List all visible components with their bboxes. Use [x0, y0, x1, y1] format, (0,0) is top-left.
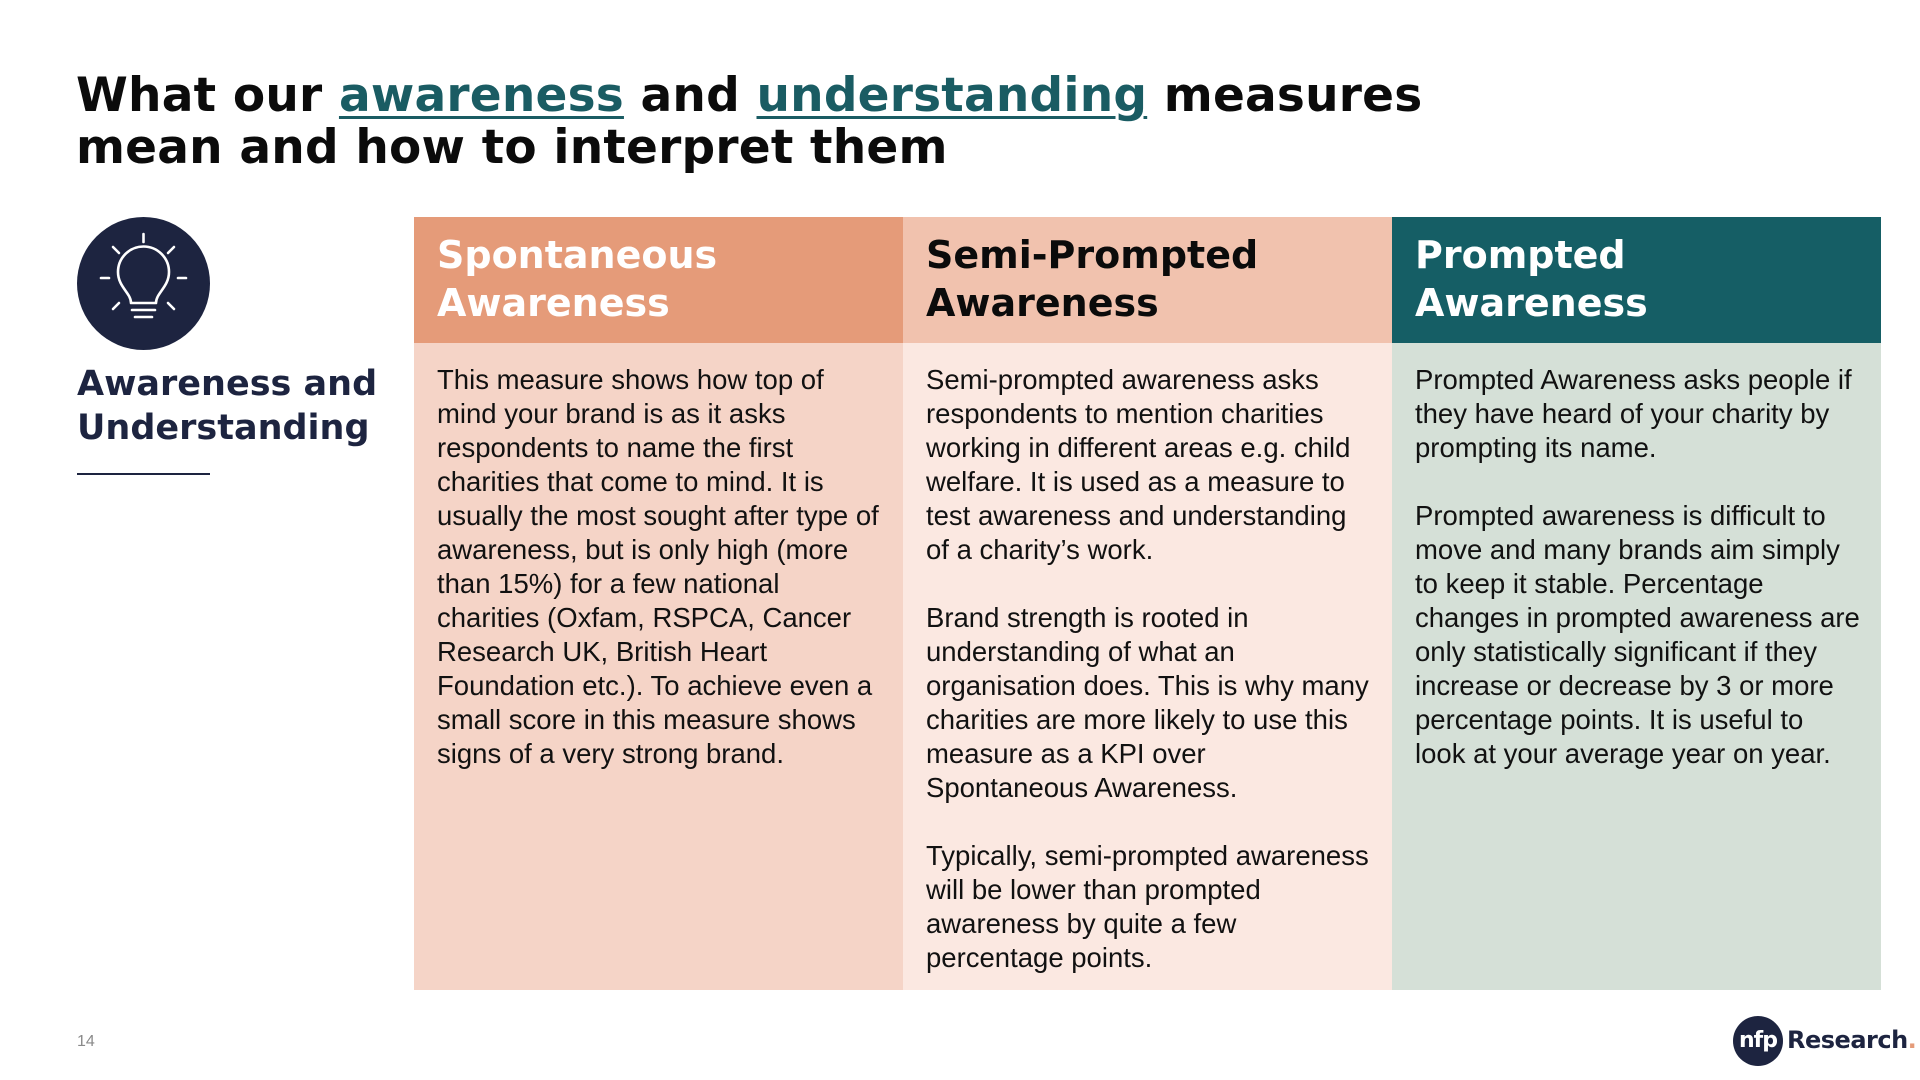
- sidebar-divider: [77, 473, 210, 475]
- logo-dot: .: [1907, 1026, 1917, 1054]
- column-paragraph: Semi-prompted awareness asks respondents to mention charities working in different areas e.g. child welfare. It is used as a measure to test awareness and understanding of a charity’s work.: [926, 364, 1351, 565]
- column-paragraph: This measure shows how top of mind your brand is as it asks respondents to name the first charities that come to mind. It is usually the most sought after type of awareness, but is only high (more than 15%) for a few national charities (Oxfam, RSPCA, Cancer Research UK, British Heart Foundation etc.). To achieve even a small score in this measure shows signs of a very strong brand.: [437, 364, 879, 769]
- title-text-3: measures mean and how to interpret them: [76, 68, 1423, 175]
- spontaneous-awareness-column: [414, 217, 903, 990]
- prompted-awareness-body: [1392, 343, 1881, 771]
- prompted-awareness-column: [1392, 217, 1881, 990]
- column-paragraph: Brand strength is rooted in understanding of what an organisation does. This is why many charities are more likely to use this measure as a KPI over Spontaneous Awareness.: [926, 602, 1369, 803]
- spontaneous-awareness-heading: Spontaneous Awareness: [414, 217, 903, 343]
- title-highlight-understanding: understanding: [756, 68, 1148, 123]
- page-title: [76, 70, 1576, 174]
- semi-prompted-awareness-heading: Semi-Prompted Awareness: [903, 217, 1392, 343]
- column-paragraph: Prompted Awareness asks people if they have heard of your charity by prompting its name.: [1415, 364, 1852, 463]
- logo-mark: nfp: [1733, 1016, 1783, 1066]
- column-paragraph: Typically, semi-prompted awareness will be lower than prompted awareness by quite a few percentage points.: [926, 840, 1369, 973]
- semi-prompted-awareness-body: [903, 343, 1392, 975]
- logo-text: Research: [1787, 1026, 1908, 1054]
- title-text-1: What our: [76, 68, 339, 123]
- title-text-2: and: [623, 68, 757, 123]
- column-paragraph: Prompted awareness is difficult to move and many brands aim simply to keep it stable. Percentage changes in prompted awareness are only statistically significant if they increase or decrease by 3 or more percentage points. It is useful to look at your average year on year.: [1415, 500, 1860, 769]
- logo-wordmark: [1787, 1026, 1916, 1054]
- semi-prompted-awareness-column: [903, 217, 1392, 990]
- prompted-awareness-heading: Prompted Awareness: [1392, 217, 1881, 343]
- page-number: 14: [77, 1033, 95, 1050]
- spontaneous-awareness-body: [414, 343, 903, 771]
- lightbulb-icon: [77, 217, 210, 350]
- nfp-research-logo: [1733, 1016, 1917, 1068]
- sidebar-heading: Awareness and Understanding: [77, 364, 378, 448]
- title-highlight-awareness: awareness: [338, 68, 624, 123]
